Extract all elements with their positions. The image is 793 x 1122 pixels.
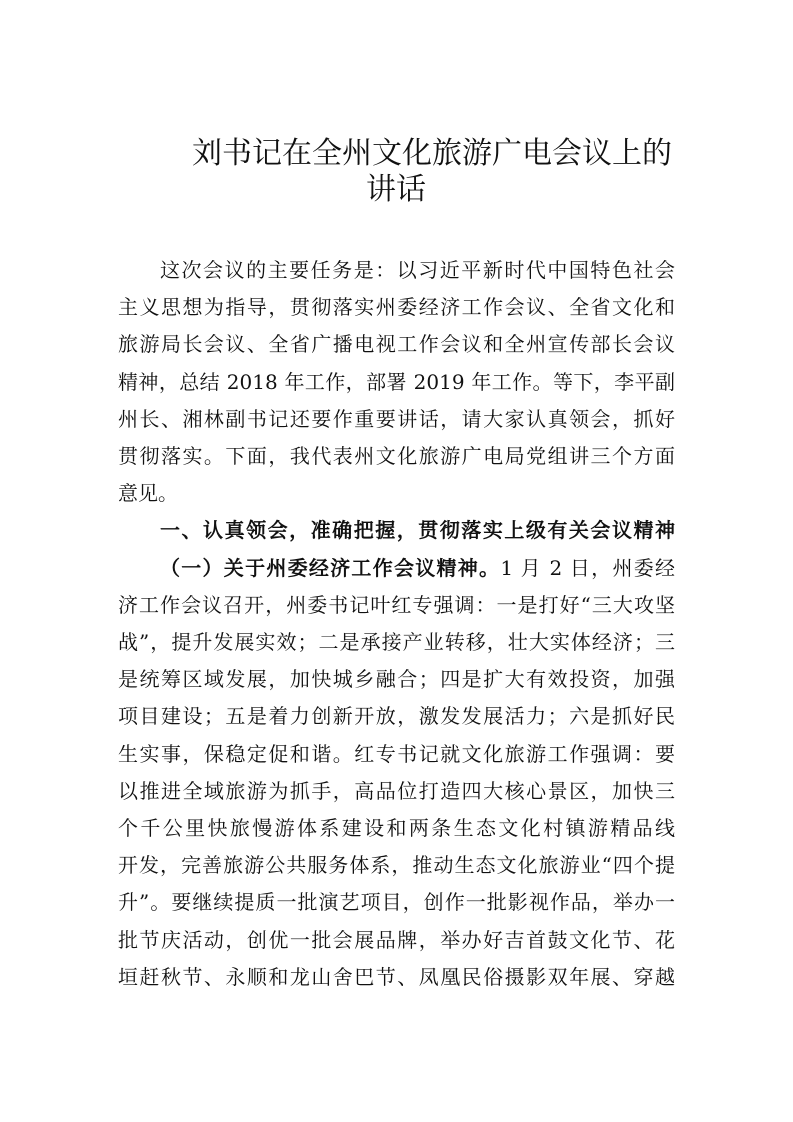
paragraph-line: 精神，总结 2018 年工作，部署 2019 年工作。等下，李平副 [118, 369, 675, 394]
paragraph-line: 意见。 [118, 481, 178, 506]
paragraph-line: 是统筹区域发展，加快城乡融合；四是扩大有效投资，加强 [118, 667, 675, 692]
document-title-line-2: 讲话 [366, 172, 426, 207]
paragraph-line: 战”，提升发展实效；二是承接产业转移，壮大实体经济；三 [118, 630, 675, 654]
subsection-first-line [160, 555, 675, 581]
subsection-heading: （一）关于州委经济工作会议精神。 [160, 555, 501, 580]
paragraph-line: 以推进全域旅游为抓手，高品位打造四大核心景区，加快三 [118, 778, 675, 803]
paragraph-line: 垣赶秋节、永顺和龙山舍巴节、凤凰民俗摄影双年展、穿越 [118, 964, 675, 989]
paragraph-line: 州长、湘林副书记还要作重要讲话，请大家认真领会，抓好 [118, 406, 675, 431]
paragraph-line: 批节庆活动，创优一批会展品牌，举办好吉首鼓文化节、花 [118, 927, 675, 952]
document-title-line-1: 刘书记在全州文化旅游广电会议上的 [192, 136, 672, 171]
paragraph-line: 旅游局长会议、全省广播电视工作会议和全州宣传部长会议 [118, 332, 675, 357]
paragraph-line: 升”。要继续提质一批演艺项目，创作一批影视作品，举办一 [118, 890, 675, 915]
paragraph-line: 个千公里快旅慢游体系建设和两条生态文化村镇游精品线 [118, 816, 675, 840]
paragraph-line: 这次会议的主要任务是：以习近平新时代中国特色社会 [160, 258, 675, 282]
paragraph-line: 项目建设；五是着力创新开放，激发发展活力；六是抓好民 [118, 704, 675, 729]
paragraph-text: 1 月 2 日，州委经 [500, 555, 675, 580]
paragraph-line: 生实事，保稳定促和谐。红专书记就文化旅游工作强调：要 [118, 741, 675, 766]
paragraph-line: 主义思想为指导，贯彻落实州委经济工作会议、全省文化和 [118, 295, 675, 320]
paragraph-line: 贯彻落实。下面，我代表州文化旅游广电局党组讲三个方面 [118, 444, 675, 468]
paragraph-line: 开发，完善旅游公共服务体系，推动生态文化旅游业“四个提 [118, 853, 675, 878]
paragraph-line: 济工作会议召开，州委书记叶红专强调：一是打好“三大攻坚 [118, 592, 675, 617]
section-heading: 一、认真领会，准确把握，贯彻落实上级有关会议精神 [160, 518, 675, 543]
